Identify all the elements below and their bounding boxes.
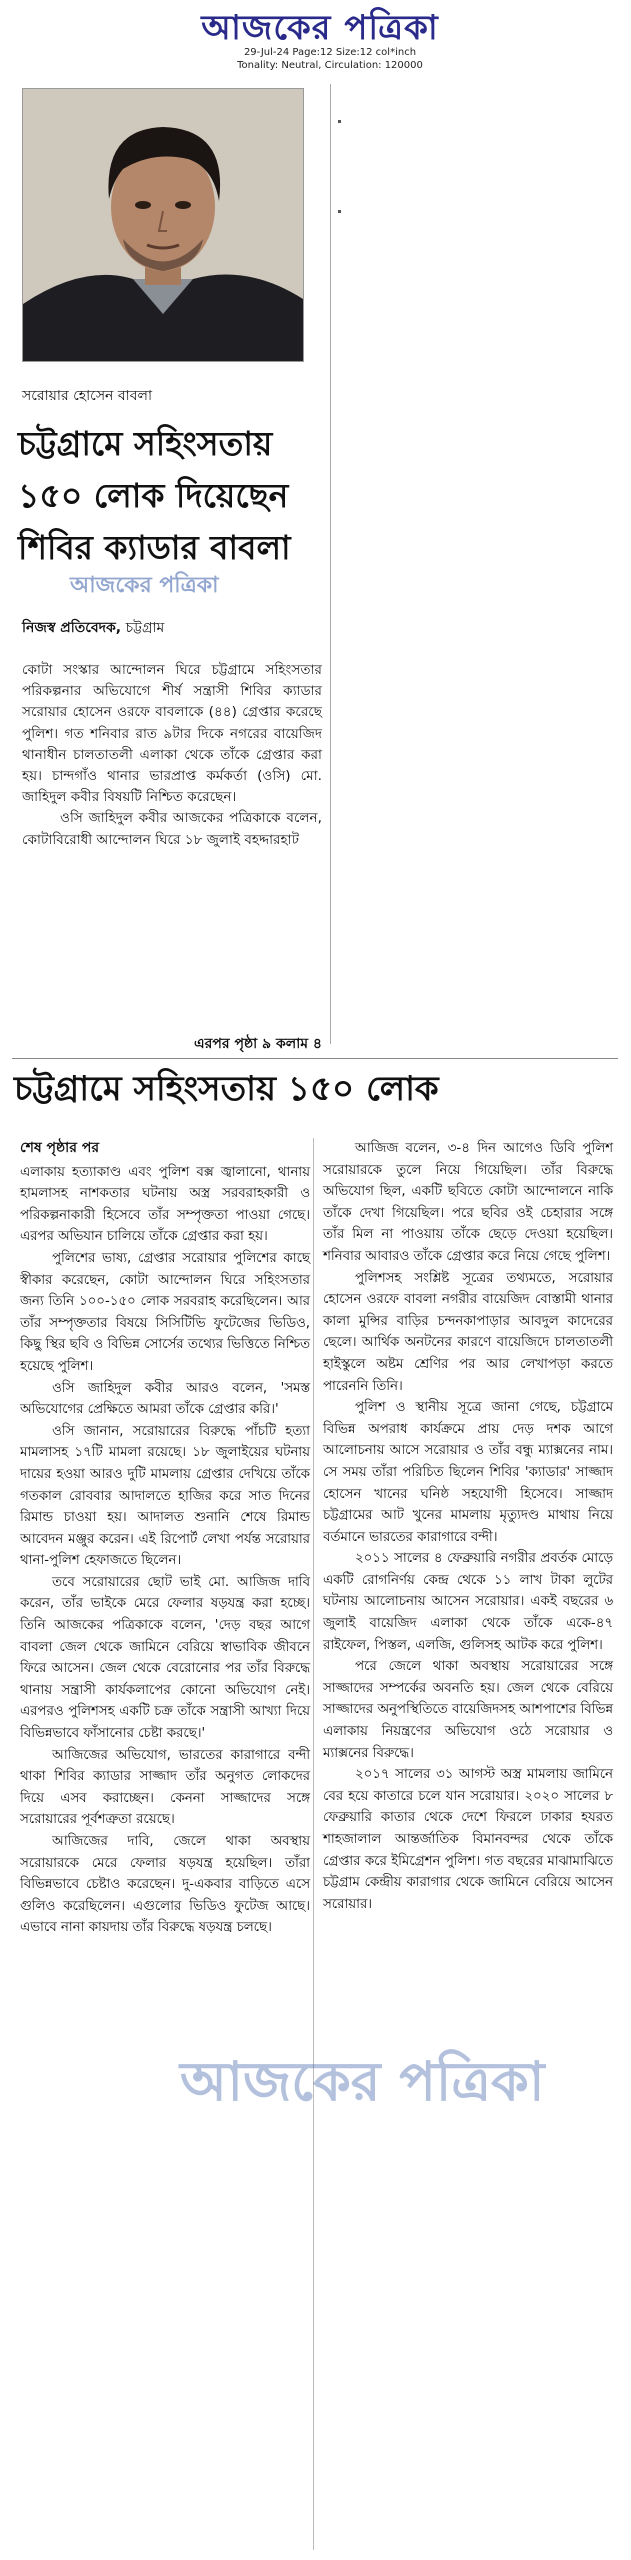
portrait-photo-icon (23, 89, 303, 361)
body-paragraph: ওসি জাহিদুল কবীর আরও বলেন, 'সমস্ত অভিযোগের প্রেক্ষিতে আমরা তাঁকে গ্রেপ্তার করি।' (20, 1380, 310, 1418)
continuation-headline: চট্টগ্রামে সহিংসতায় ১৫০ লোক (14, 1069, 439, 1109)
lead-body (22, 660, 322, 851)
column-divider (313, 1138, 314, 2550)
continuation-column-left (20, 1138, 310, 1939)
body-paragraph: আজিজের অভিযোগ, ভারতের কারাগারে বন্দী থাকা শিবির ক্যাডার সাজ্জাদ তাঁর অনুগত লোকদের দিয়ে এসব করাচ্ছেন। কেননা সাজ্জাদের সঙ্গে সরোয়ারের পূর্বশত্রুতা রয়েছে। (20, 1747, 310, 1828)
clip-meta (200, 46, 460, 72)
continuation-label: শেষ পৃষ্ঠার পর (20, 1140, 100, 1156)
column-divider (330, 84, 331, 1044)
body-paragraph: পুলিশের ভাষ্য, গ্রেপ্তার সরোয়ার পুলিশের কাছে স্বীকার করেছেন, কোটা আন্দোলন ঘিরে সহিংসতার জন্য তিনি ১০০-১৫০ লোক সরবরাহ করেছিলেন। আর তাঁর সম্পৃক্ততার বিষয়ে সিসিটিভি ফুটেজের ভিডিও, কিছু স্থির ছবি ও বিভিন্ন সোর্সের তথ্যের ভিত্তিতে নিশ্চিত হয়েছে পুলিশ। (20, 1250, 310, 1374)
byline (22, 616, 164, 640)
body-paragraph: ২০১৭ সালের ৩১ আগস্ট অস্ত্র মামলায় জামিনে বের হয়ে কাতারে চলে যান সরোয়ার। ২০২০ সালের ৮ ফেব্রুয়ারি কাতার থেকে দেশে ফিরলে ঢাকার হযরত শাহজালাল আন্তর্জাতিক বিমানবন্দর থেকে তাঁকে গ্রেপ্তার করে ইমিগ্রেশন পুলিশ। গত বছরের মাঝামাঝিতে চট্টগ্রাম কেন্দ্রীয় কারাগার থেকে জামিনে বেরিয়ে আসেন সরোয়ার। (323, 1767, 613, 1912)
clip-meta-line-1: 29-Jul-24 Page:12 Size:12 col*inch (243, 47, 417, 58)
body-paragraph: পুলিশসহ সংশ্লিষ্ট সূত্রের তথ্যমতে, সরোয়ার হোসেন ওরফে বাবলা নগরীর বায়েজিদ বোস্তামী থানার কালা মুন্সির বাড়ির চন্দনকাপাড়ার আবদুল কাদেরের ছেলে। আর্থিক অনটনের কারণে বায়েজিদে চালতাতলী হাইস্কুলে অষ্টম শ্রেণির পর আর লেখাপড়া করতে পারেননি তিনি। (323, 1270, 613, 1394)
byline-author: নিজস্ব প্রতিবেদক, (22, 620, 122, 636)
body-paragraph: ওসি জানান, সরোয়ারের বিরুদ্ধে পাঁচটি হত্যা মামলাসহ ১৭টি মামলা রয়েছে। ১৮ জুলাইয়ের ঘটনায় দায়ের হওয়া আরও দুটি মামলায় গ্রেপ্তার দেখিয়ে তাঁকে গতকাল রোববার আদালতে হাজির করে সাত দিনের রিমান্ড চাওয়া হয়। আদালত শুনানি শেষে রিমান্ড আবেদন মঞ্জুর করেন। এই রিপোর্ট লেখা পর্যন্ত সরোয়ার থানা-পুলিশ হেফাজতে ছিলেন। (20, 1423, 310, 1569)
clip-meta-line-2: Tonality: Neutral, Circulation: 120000 (237, 60, 423, 71)
divider-dot (338, 210, 341, 213)
newspaper-title: আজকের পত্রিকা (201, 8, 439, 48)
lead-paragraph: কোটা সংস্কার আন্দোলন ঘিরে চট্টগ্রামে সহিংসতার পরিকল্পনার অভিযোগে শীর্ষ সন্ত্রাসী শিবির ক্যাডার সরোয়ার হোসেন ওরফে বাবলাকে (৪৪) গ্রেপ্তার করেছে পুলিশ। গত শনিবার রাত ৯টার দিকে নগরের বায়েজিদ থানাধীন চালতাতলী এলাকা থেকে তাঁকে গ্রেপ্তার করা হয়। চান্দগাঁও থানার ভারপ্রাপ্ত কর্মকর্তা (ওসি) মো. জাহিদুল কবীর বিষয়টি নিশ্চিত করেছেন। (22, 662, 322, 806)
byline-place: চট্টগ্রাম (121, 620, 165, 636)
body-paragraph: তবে সরোয়ারের ছোট ভাই মো. আজিজ দাবি করেন, তাঁর ভাইকে মেরে ফেলার ষড়যন্ত্র করা হচ্ছে। তিনি আজকের পত্রিকাকে বলেন, 'দেড় বছর আগে বাবলা জেল থেকে জামিনে বেরিয়ে স্বাভাবিক জীবনে ফিরে আসেন। জেল থেকে বেরোনোর পর তাঁর বিরুদ্ধে থানায় সন্ত্রাসী কার্যকলাপের কোনো অভিযোগ নেই। এরপরও পুলিশসহ একটি চক্র তাঁকে সন্ত্রাসী আখ্যা দিয়ে বিভিন্নভাবে ফাঁসানোর চেষ্টা করছে।' (20, 1574, 310, 1742)
watermark-logo-small: আজকের পত্রিকা (70, 573, 219, 598)
body-paragraph: ২০১১ সালের ৪ ফেব্রুয়ারি নগরীর প্রবর্তক মোড়ে একটি রোগনির্ণয় কেন্দ্র থেকে ১১ লাখ টাকা লুটের ঘটনায় আলোচনায় আসেন সরোয়ার। একই বছরের ৬ জুলাই বায়েজিদ এলাকা থেকে তাঁকে একে-৪৭ রাইফেল, পিস্তল, এলজি, গুলিসহ আটক করে পুলিশ। (323, 1551, 613, 1653)
photo-caption: সরোয়ার হোসেন বাবলা (22, 388, 153, 404)
main-headline: চট্টগ্রামে সহিংসতায় ১৫০ লোক দিয়েছেন শিবির ক্যাডার বাবলা (18, 424, 291, 567)
watermark-logo-large: আজকের পত্রিকা (180, 2050, 545, 2113)
body-paragraph: এলাকায় হত্যাকাণ্ড এবং পুলিশ বক্স জ্বালানো, থানায় হামলাসহ নাশকতার ঘটনায় অস্ত্র সরবরাহকারী ও পরিকল্পনাকারী হিসেবে তাঁর সম্পৃক্ততা পাওয়া গেছে। এরপর অভিযান চালিয়ে তাঁকে গ্রেপ্তার করা হয়। (20, 1164, 310, 1245)
divider-dot (338, 120, 341, 123)
jump-line: এরপর পৃষ্ঠা ৯ কলাম ৪ (194, 1036, 322, 1052)
body-paragraph: পুলিশ ও স্থানীয় সূত্রে জানা গেছে, চট্টগ্রামে বিভিন্ন অপরাধ কার্যক্রমে প্রায় দেড় দশক আগে আলোচনায় আসে সরোয়ার ও তাঁর বন্ধু ম্যাক্সনের নাম। সে সময় তাঁরা পরিচিত ছিলেন শিবির 'ক্যাডার' সাজ্জাদ হোসেন খানের ঘনিষ্ঠ সহযোগী হিসেবে। সাজ্জাদ চট্টগ্রামের আট খুনের মামলায় মৃত্যুদণ্ড মাথায় নিয়ে বর্তমানে ভারতের কারাগারে বন্দী। (323, 1400, 613, 1545)
section-divider (12, 1058, 618, 1059)
body-paragraph: পরে জেলে থাকা অবস্থায় সরোয়ারের সঙ্গে সাজ্জাদের সম্পর্কের অবনতি হয়। জেল থেকে বেরিয়ে সাজ্জাদের অনুপস্থিতিতে বায়েজিদসহ আশপাশের বিভিন্ন এলাকায় নিয়ন্ত্রণের অভিযোগ ওঠে সরোয়ার ও ম্যাক্সনের বিরুদ্ধে। (323, 1659, 613, 1761)
portrait-photo (22, 88, 304, 362)
body-paragraph: আজিজ বলেন, ৩-৪ দিন আগেও ডিবি পুলিশ সরোয়ারকে তুলে নিয়ে গিয়েছিল। তাঁর বিরুদ্ধে অভিযোগ ছিল, একটি ছবিতে কোটা আন্দোলনে নাকি তাঁকে দেখা গিয়েছিল। পরে ছবির ওই চেহারার সঙ্গে তাঁর মিল না পাওয়ায় তাঁকে ছেড়ে দেওয়া হয়েছিল। শনিবার আবারও তাঁকে গ্রেপ্তার করে নিয়ে গেছে পুলিশ। (323, 1141, 613, 1264)
body-paragraph: আজিজের দাবি, জেলে থাকা অবস্থায় সরোয়ারকে মেরে ফেলার ষড়যন্ত্র হয়েছিল। তাঁরা বিভিন্নভাবে চেষ্টাও করেছেন। দু-একবার বাড়িতে এসে গুলিও করেছিলেন। এগুলোর ভিডিও ফুটেজ আছে। এভাবে নানা কায়দায় তাঁর বিরুদ্ধে ষড়যন্ত্র চলছে। (20, 1834, 310, 1936)
lead-paragraph: ওসি জাহিদুল কবীর আজকের পত্রিকাকে বলেন, কোটাবিরোধী আন্দোলন ঘিরে ১৮ জুলাই বহদ্দারহাট (22, 810, 322, 848)
continuation-column-right (323, 1138, 613, 1915)
